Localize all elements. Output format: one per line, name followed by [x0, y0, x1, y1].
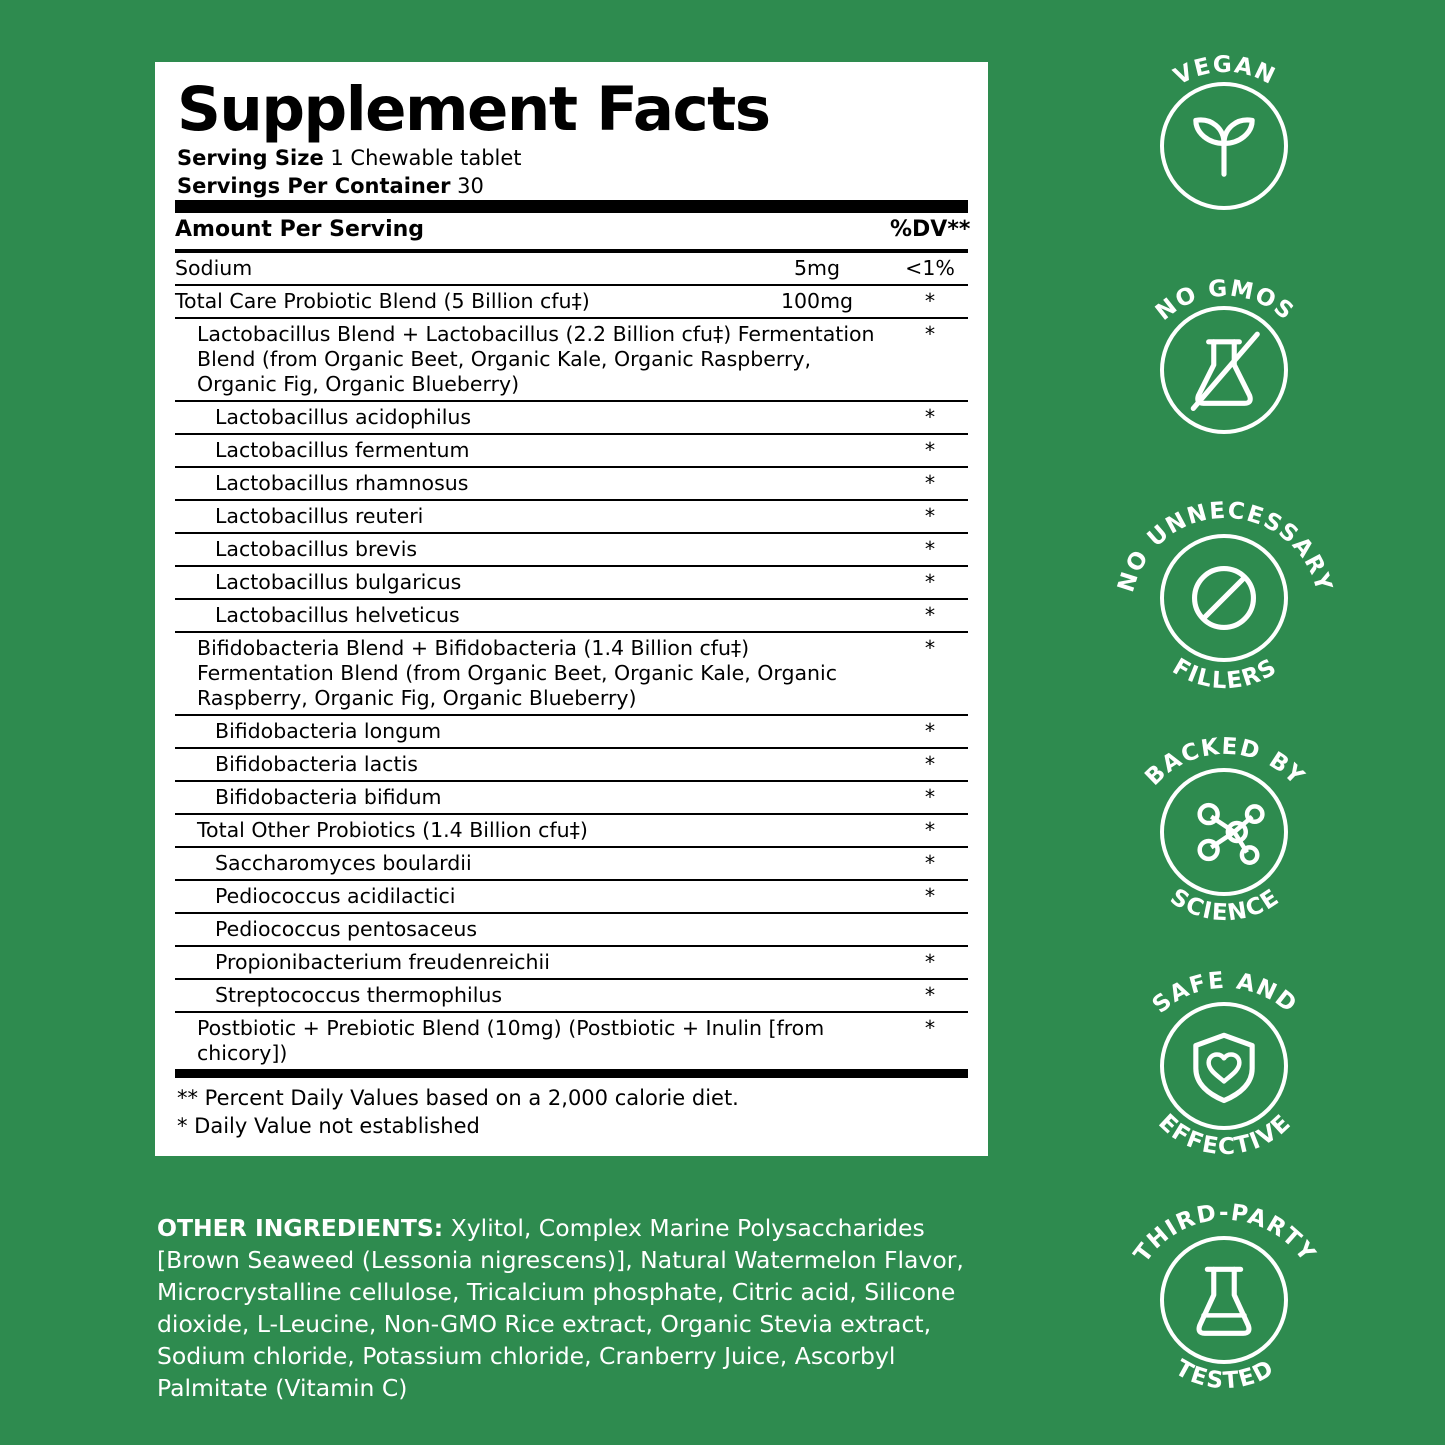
- table-row: [175, 980, 968, 1011]
- nutrient-dv: *: [924, 785, 936, 810]
- badge-backed-by-science: [1075, 726, 1375, 946]
- supplement-facts-panel: [155, 62, 988, 1156]
- nutrient-name: Pediococcus acidilactici: [215, 884, 456, 909]
- nutrient-dv: *: [924, 537, 936, 562]
- table-row: [175, 286, 968, 317]
- badge-label: NO UNNECESSARY: [1113, 497, 1337, 596]
- other-ingredients-label: OTHER INGREDIENTS:: [157, 1214, 444, 1242]
- badges-column: [1075, 40, 1405, 1420]
- badge-label: SAFE AND: [1147, 967, 1303, 1019]
- molecule-icon: [1160, 768, 1288, 896]
- nutrient-name: Lactobacillus rhamnosus: [215, 471, 469, 496]
- amount-per-serving-header: Amount Per Serving: [175, 217, 425, 243]
- table-row: [175, 914, 968, 945]
- nutrient-dv: *: [924, 405, 936, 430]
- nutrient-amount: 100mg: [780, 289, 854, 314]
- table-row: [175, 501, 968, 532]
- footnote-percent-dv: ** Percent Daily Values based on a 2,000 calorie diet.: [177, 1086, 739, 1111]
- footnote-dv-not-established: * Daily Value not established: [177, 1113, 480, 1138]
- nutrient-name: Lactobacillus acidophilus: [215, 405, 472, 430]
- servings-per-container-line: [177, 172, 968, 200]
- nutrient-dv: *: [924, 636, 936, 661]
- badge-label: NO GMOS: [1151, 275, 1300, 326]
- nutrient-name: Lactobacillus reuteri: [215, 504, 424, 529]
- nutrient-name: Lactobacillus helveticus: [215, 603, 460, 628]
- serving-size-value: 1 Chewable tablet: [330, 145, 522, 170]
- nutrient-dv: *: [924, 603, 936, 628]
- dv-header: %DV**: [890, 217, 971, 243]
- test-tube-icon: [1160, 1236, 1288, 1364]
- table-row: [175, 881, 968, 912]
- table-row: [175, 1013, 968, 1069]
- table-row: [175, 402, 968, 433]
- nutrient-name: Sodium: [175, 256, 253, 281]
- pill-crossed-icon: [1160, 534, 1288, 662]
- badge-third-party-tested: [1075, 1194, 1375, 1414]
- nutrient-name: Total Care Probiotic Blend (5 Billion cfu‡): [175, 289, 590, 314]
- table-row: [175, 253, 968, 284]
- table-row: [175, 600, 968, 631]
- badge-label-2: TESTED: [1171, 1355, 1279, 1395]
- table-row: [175, 716, 968, 747]
- table-row: [175, 319, 968, 400]
- table-header-row: [175, 213, 971, 249]
- badge-label-2: EFFECTIVE: [1153, 1109, 1297, 1161]
- table-row: [175, 435, 968, 466]
- divider-heavy-bottom: [175, 1069, 968, 1078]
- nutrient-dv: *: [924, 289, 936, 314]
- nutrient-dv: *: [924, 851, 936, 876]
- nutrient-name: Streptococcus thermophilus: [215, 983, 503, 1008]
- table-row: [175, 848, 968, 879]
- serving-size-label: Serving Size: [177, 145, 324, 170]
- table-row: [175, 468, 968, 499]
- nutrient-name: Total Other Probiotics (1.4 Billion cfu‡): [197, 818, 588, 843]
- badge-label-2: SCIENCE: [1165, 883, 1285, 927]
- nutrient-name: Bifidobacteria longum: [215, 719, 442, 744]
- nutrient-name: Bifidobacteria bifidum: [215, 785, 442, 810]
- table-row: [175, 782, 968, 813]
- nutrient-dv: *: [924, 719, 936, 744]
- leaf-icon: [1160, 82, 1288, 210]
- nutrient-dv: *: [924, 438, 936, 463]
- badge-label: VEGAN: [1169, 51, 1281, 91]
- nutrient-name: Lactobacillus fermentum: [215, 438, 470, 463]
- badge-no-gmos: [1075, 264, 1375, 484]
- nutrient-name: Saccharomyces boulardii: [215, 851, 472, 876]
- nutrient-dv: *: [924, 950, 936, 975]
- badge-label-2: FILLERS: [1167, 653, 1283, 695]
- servings-per-container-label: Servings Per Container: [177, 174, 451, 199]
- footnotes: [175, 1078, 968, 1140]
- nutrient-dv: *: [924, 752, 936, 777]
- flask-crossed-icon: [1160, 306, 1288, 434]
- nutrient-name: Lactobacillus brevis: [215, 537, 418, 562]
- shield-heart-icon: [1160, 1002, 1288, 1130]
- table-row: [175, 749, 968, 780]
- table-row: [175, 567, 968, 598]
- servings-per-container-value: 30: [457, 174, 484, 199]
- nutrient-amount: 5mg: [793, 256, 841, 281]
- nutrient-name: Propionibacterium freudenreichii: [215, 950, 550, 975]
- badge-label: THIRD-PARTY: [1129, 1199, 1321, 1268]
- nutrient-dv: *: [924, 322, 936, 347]
- nutrient-dv: *: [924, 818, 936, 843]
- table-row: [175, 947, 968, 978]
- table-row: [175, 815, 968, 846]
- badge-label: BACKED BY: [1140, 733, 1310, 791]
- nutrient-dv: *: [924, 471, 936, 496]
- table-row: [175, 633, 968, 714]
- nutrient-dv: <1%: [905, 256, 955, 281]
- nutrient-dv: *: [924, 504, 936, 529]
- other-ingredients: [157, 1213, 1012, 1405]
- table-row: [175, 534, 968, 565]
- nutrient-dv: *: [924, 983, 936, 1008]
- nutrient-dv: *: [924, 884, 936, 909]
- divider-thick-top: [175, 200, 968, 213]
- badge-safe-and-effective: [1075, 960, 1375, 1180]
- nutrient-name: Bifidobacteria Blend + Bifidobacteria (1.4 Billion cfu‡) Fermentation Blend (from Organic Beet, Organic Kale, Organic Raspberry, Organic Fig, Organic Blueberry): [197, 636, 838, 711]
- serving-size-line: [177, 144, 968, 172]
- badge-no-fillers: [1075, 492, 1375, 712]
- nutrient-dv: *: [924, 1016, 936, 1041]
- nutrient-name: Postbiotic + Prebiotic Blend (10mg) (Postbiotic + Inulin [from chicory]): [197, 1016, 825, 1066]
- nutrient-name: Bifidobacteria lactis: [215, 752, 418, 777]
- nutrient-dv: *: [924, 570, 936, 595]
- nutrient-name: Lactobacillus Blend + Lactobacillus (2.2 Billion cfu‡) Fermentation Blend (from Organic Beet, Organic Kale, Organic Raspberry, Organic Fig, Organic Blueberry): [197, 322, 875, 397]
- badge-vegan: [1075, 40, 1375, 260]
- nutrient-name: Lactobacillus bulgaricus: [215, 570, 462, 595]
- page-title: Supplement Facts: [177, 74, 770, 145]
- nutrient-name: Pediococcus pentosaceus: [215, 917, 478, 942]
- other-ingredients-text: Xylitol, Complex Marine Polysaccharides [Brown Seaweed (Lessonia nigrescens)], Natural Watermelon Flavor, Microcrystalline cellulose, Tricalcium phosphate, Citric acid, Silicone dioxide, L-Leucine, Non-GMO Rice extract, Organic Stevia extract, Sodium chloride, Potassium chloride, Cranberry Juice, Ascorbyl Palmitate (Vitamin C): [157, 1214, 964, 1402]
